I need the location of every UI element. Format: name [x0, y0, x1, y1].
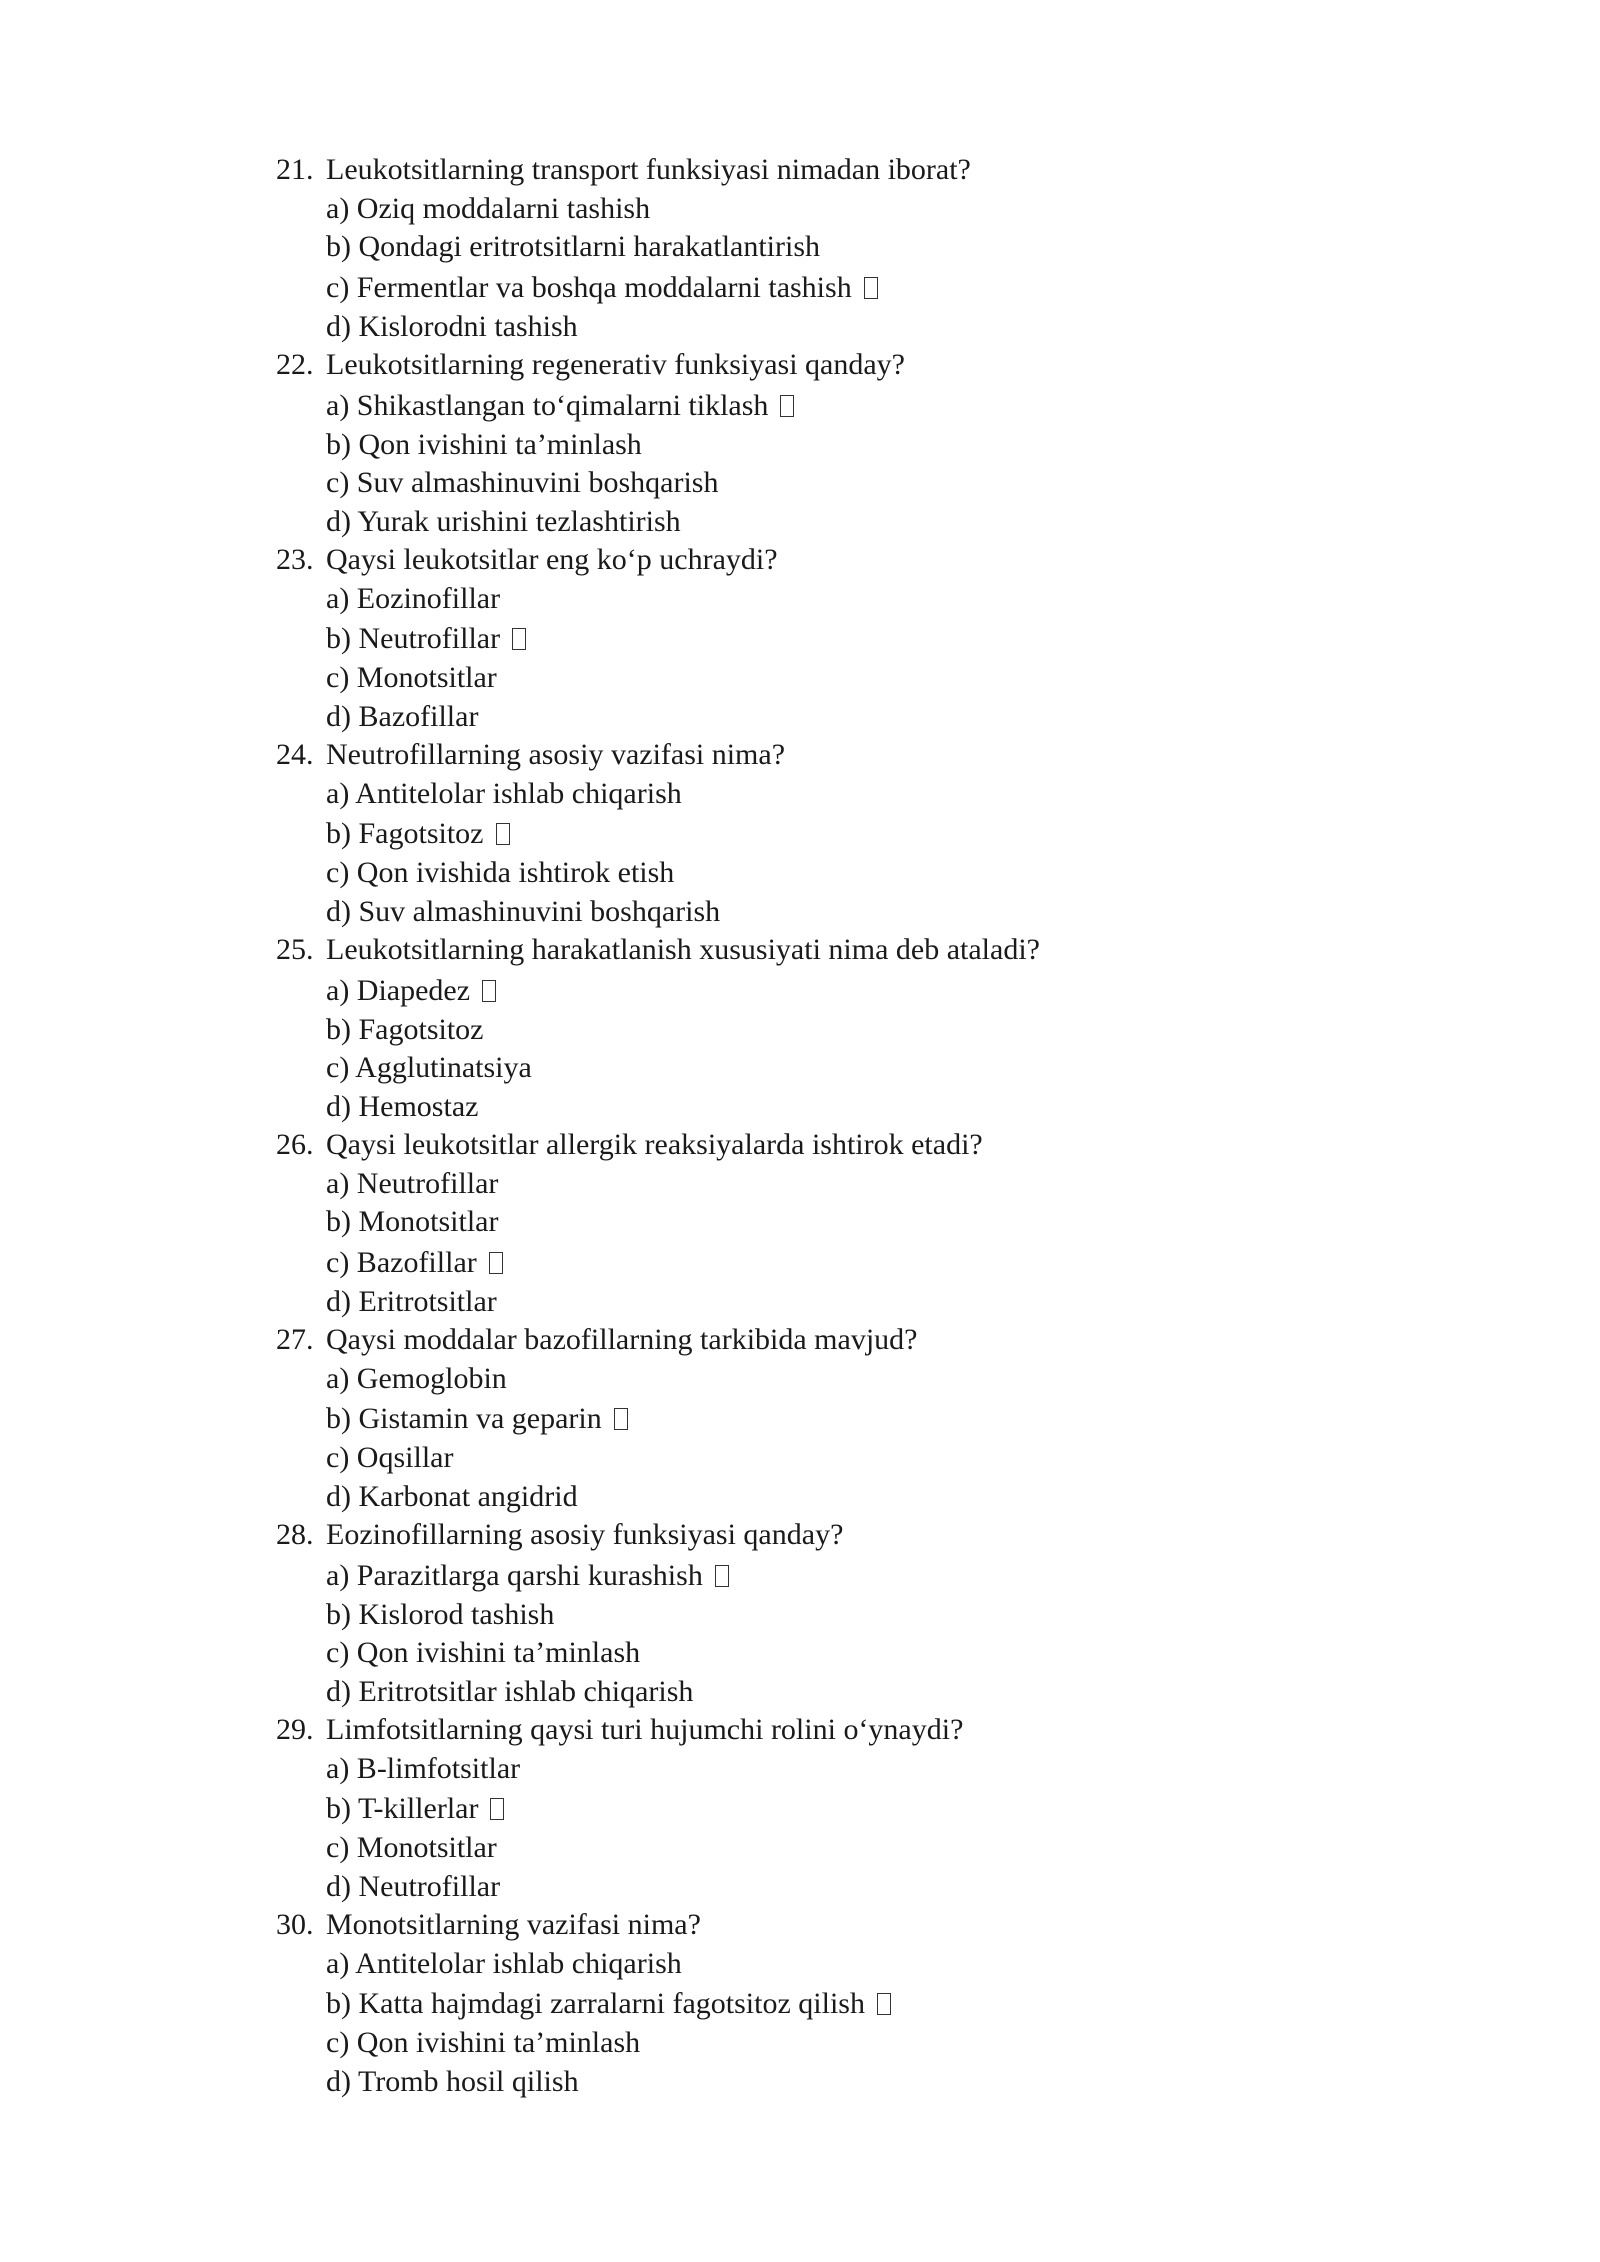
question-number: 23.: [276, 543, 314, 576]
answer-option-label: c) Fermentlar va boshqa moddalarni tashish: [326, 270, 852, 304]
answer-option: [276, 659, 1476, 698]
question-number: 21.: [276, 153, 314, 186]
question-line: [276, 736, 1476, 775]
answer-option: [276, 1829, 1476, 1868]
answer-option-label: c) Monotsitlar: [326, 661, 497, 694]
answer-option-label: d) Tromb hosil qilish: [326, 2064, 579, 2098]
answer-option-label: b) Monotsitlar: [326, 1205, 499, 1238]
correct-answer-mark-icon: [489, 1252, 503, 1274]
question-number: 25.: [276, 933, 314, 966]
answer-option-label: a) B-limfotsitlar: [326, 1751, 521, 1785]
question-block: [276, 1906, 1476, 2101]
question-line: [276, 541, 1476, 580]
question-list: [276, 151, 1476, 2101]
answer-option-label: d) Suv almashinuvini boshqarish: [326, 894, 721, 928]
question-text: Qaysi leukotsitlar allergik reaksiyalarda ishtirok etadi?: [326, 1128, 983, 1161]
question-block: [276, 346, 1476, 541]
answer-option: [276, 385, 1476, 426]
answer-option-label: c) Qon ivishini ta’minlash: [326, 1636, 641, 1669]
answer-option-label: b) Fagotsitoz: [326, 1012, 484, 1046]
answer-option-label: c) Suv almashinuvini boshqarish: [326, 466, 719, 499]
answer-option-label: a) Gemoglobin: [326, 1361, 507, 1395]
question-line: [276, 1516, 1476, 1555]
question-line: [276, 1126, 1476, 1165]
answer-option-label: a) Parazitlarga qarshi kurashish: [326, 1558, 703, 1592]
answer-option: [276, 267, 1476, 308]
question-number: 30.: [276, 1908, 314, 1941]
answer-option: [276, 1242, 1476, 1283]
answer-option: [276, 2063, 1476, 2102]
answer-option-label: b) Fagotsitoz: [326, 817, 484, 850]
question-block: [276, 1516, 1476, 1711]
answer-option-label: c) Monotsitlar: [326, 1831, 497, 1864]
answer-option: [276, 426, 1476, 465]
answer-option: [276, 1165, 1476, 1204]
answer-option-label: a) Shikastlangan to‘qimalarni tiklash: [326, 388, 769, 422]
answer-option: [276, 775, 1476, 814]
correct-answer-mark-icon: [496, 823, 510, 845]
answer-option: [276, 1398, 1476, 1439]
question-text: Monotsitlarning vazifasi nima?: [326, 1908, 701, 1941]
answer-option: [276, 618, 1476, 659]
answer-option-label: d) Kislorodni tashish: [326, 309, 578, 343]
answer-option-label: a) Antitelolar ishlab chiqarish: [326, 1946, 682, 1980]
answer-option-label: c) Oqsillar: [326, 1441, 454, 1474]
answer-option: [276, 1203, 1476, 1242]
question-number: 24.: [276, 738, 314, 771]
answer-option-label: d) Neutrofillar: [326, 1869, 501, 1903]
answer-option-label: a) Eozinofillar: [326, 581, 501, 615]
answer-option: [276, 1011, 1476, 1050]
question-block: [276, 931, 1476, 1126]
answer-option-label: b) Kislorod tashish: [326, 1597, 555, 1631]
answer-option: [276, 503, 1476, 542]
answer-option-label: a) Antitelolar ishlab chiqarish: [326, 776, 682, 810]
answer-option: [276, 1868, 1476, 1907]
correct-answer-mark-icon: [715, 1565, 729, 1587]
answer-option-label: d) Yurak urishini tezlashtirish: [326, 504, 681, 538]
answer-option: [276, 1478, 1476, 1517]
correct-answer-mark-icon: [780, 395, 794, 417]
answer-option: [276, 854, 1476, 893]
answer-option: [276, 2024, 1476, 2063]
answer-option: [276, 1360, 1476, 1399]
answer-option: [276, 1673, 1476, 1712]
question-block: [276, 1711, 1476, 1906]
question-line: [276, 1321, 1476, 1360]
question-block: [276, 1321, 1476, 1516]
question-text: Leukotsitlarning harakatlanish xususiyati nima deb ataladi?: [326, 933, 1040, 966]
answer-option-label: d) Bazofillar: [326, 699, 479, 733]
answer-option-label: d) Karbonat angidrid: [326, 1479, 578, 1513]
answer-option-label: a) Diapedez: [326, 973, 471, 1007]
answer-option-label: a) Neutrofillar: [326, 1166, 499, 1200]
answer-option: [276, 1750, 1476, 1789]
answer-option-label: c) Bazofillar: [326, 1245, 477, 1279]
answer-option: [276, 1634, 1476, 1673]
answer-option: [276, 970, 1476, 1011]
question-number: 29.: [276, 1713, 314, 1746]
answer-option-label: c) Qon ivishida ishtirok etish: [326, 856, 675, 889]
answer-option: [276, 308, 1476, 347]
question-number: 27.: [276, 1323, 314, 1356]
question-number: 26.: [276, 1128, 314, 1161]
answer-option: [276, 1088, 1476, 1127]
question-text: Qaysi moddalar bazofillarning tarkibida mavjud?: [326, 1323, 918, 1356]
correct-answer-mark-icon: [614, 1408, 628, 1430]
question-number: 22.: [276, 348, 314, 381]
question-block: [276, 1126, 1476, 1321]
answer-option: [276, 1049, 1476, 1088]
answer-option: [276, 580, 1476, 619]
correct-answer-mark-icon: [482, 980, 496, 1002]
answer-option-label: d) Eritrotsitlar: [326, 1284, 497, 1318]
question-block: [276, 736, 1476, 931]
answer-option: [276, 1788, 1476, 1829]
answer-option-label: b) Neutrofillar: [326, 622, 501, 655]
answer-option: [276, 813, 1476, 854]
question-block: [276, 541, 1476, 736]
answer-option: [276, 1283, 1476, 1322]
answer-option: [276, 1596, 1476, 1635]
question-line: [276, 151, 1476, 190]
question-text: Leukotsitlarning regenerativ funksiyasi qanday?: [326, 348, 905, 381]
answer-option: [276, 698, 1476, 737]
answer-option: [276, 228, 1476, 267]
answer-option: [276, 464, 1476, 503]
answer-option: [276, 1555, 1476, 1596]
question-text: Limfotsitlarning qaysi turi hujumchi rolini o‘ynaydi?: [326, 1713, 964, 1746]
answer-option: [276, 1945, 1476, 1984]
answer-option-label: c) Agglutinatsiya: [326, 1051, 532, 1084]
answer-option: [276, 893, 1476, 932]
correct-answer-mark-icon: [490, 1798, 504, 1820]
answer-option-label: a) Oziq moddalarni tashish: [326, 191, 651, 225]
question-number: 28.: [276, 1518, 314, 1551]
question-text: Qaysi leukotsitlar eng ko‘p uchraydi?: [326, 543, 778, 576]
answer-option-label: b) Gistamin va geparin: [326, 1402, 602, 1435]
question-line: [276, 346, 1476, 385]
correct-answer-mark-icon: [877, 1993, 891, 2015]
question-text: Leukotsitlarning transport funksiyasi nimadan iborat?: [326, 153, 971, 186]
correct-answer-mark-icon: [512, 628, 526, 650]
correct-answer-mark-icon: [864, 277, 878, 299]
question-line: [276, 1711, 1476, 1750]
answer-option: [276, 190, 1476, 229]
answer-option-label: d) Hemostaz: [326, 1089, 479, 1123]
question-text: Eozinofillarning asosiy funksiyasi qanday?: [326, 1518, 844, 1551]
answer-option: [276, 1983, 1476, 2024]
answer-option-label: d) Eritrotsitlar ishlab chiqarish: [326, 1674, 694, 1708]
question-line: [276, 931, 1476, 970]
question-text: Neutrofillarning asosiy vazifasi nima?: [326, 738, 786, 771]
answer-option-label: b) T-killerlar: [326, 1792, 479, 1825]
answer-option-label: b) Qondagi eritrotsitlarni harakatlantirish: [326, 230, 821, 263]
answer-option-label: c) Qon ivishini ta’minlash: [326, 2026, 641, 2059]
answer-option: [276, 1439, 1476, 1478]
answer-option-label: b) Qon ivishini ta’minlash: [326, 427, 642, 461]
question-line: [276, 1906, 1476, 1945]
answer-option-label: b) Katta hajmdagi zarralarni fagotsitoz qilish: [326, 1987, 865, 2020]
question-block: [276, 151, 1476, 346]
